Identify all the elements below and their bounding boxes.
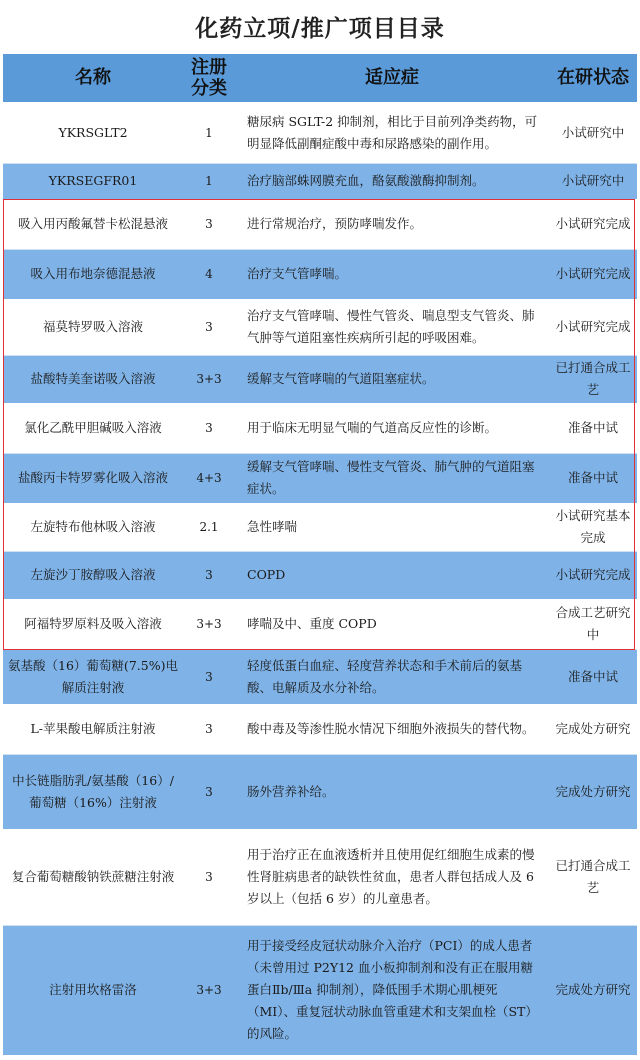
row-indication: 缓解支气管哮喘、慢性支气管炎、肺气肿的气道阻塞症状。 bbox=[235, 453, 549, 503]
page-title: 化药立项/推广项目目录 bbox=[195, 15, 445, 42]
row-status: 小试研究完成 bbox=[549, 199, 637, 249]
row-status: 完成处方研究 bbox=[549, 754, 637, 829]
row-class: 3 bbox=[183, 829, 235, 925]
row-name: 中长链脂肪乳/氨基酸（16）/葡萄糖（16%）注射液 bbox=[3, 754, 183, 829]
row-class: 3 bbox=[183, 649, 235, 704]
row-indication: 治疗支气管哮喘、慢性气管炎、喘息型支气管炎、肺气肿等气道阻塞性疾病所引起的呼吸困难。 bbox=[235, 299, 549, 355]
table-row bbox=[3, 403, 637, 453]
header-class-line1: 注册 bbox=[191, 56, 227, 78]
row-status: 小试研究完成 bbox=[549, 249, 637, 299]
row-indication: 急性哮喘 bbox=[235, 503, 549, 551]
row-name: 盐酸特美奎诺吸入溶液 bbox=[3, 355, 183, 403]
row-class: 3 bbox=[183, 754, 235, 829]
table-row bbox=[3, 299, 637, 355]
row-class: 3+3 bbox=[183, 925, 235, 1055]
row-class: 3 bbox=[183, 403, 235, 453]
row-indication: 糖尿病 SGLT-2 抑制剂，相比于目前列净类药物，可明显降低副酮症酸中毒和尿路感染的副作用。 bbox=[235, 102, 549, 163]
row-name: 氨基酸（16）葡萄糖(7.5%)电解质注射液 bbox=[3, 649, 183, 704]
row-status: 完成处方研究 bbox=[549, 925, 637, 1055]
table-row bbox=[3, 453, 637, 503]
row-status: 已打通合成工艺 bbox=[549, 355, 637, 403]
row-class: 3 bbox=[183, 299, 235, 355]
table-row bbox=[3, 355, 637, 403]
table-row bbox=[3, 704, 637, 754]
row-class: 4+3 bbox=[183, 453, 235, 503]
table-row bbox=[3, 649, 637, 704]
table-row bbox=[3, 599, 637, 649]
header-class-line2: 分类 bbox=[191, 77, 227, 99]
row-name: 阿福特罗原料及吸入溶液 bbox=[3, 599, 183, 649]
row-name: 复合葡萄糖酸钠铁蔗糖注射液 bbox=[3, 829, 183, 925]
table-row bbox=[3, 102, 637, 163]
row-indication: 酸中毒及等渗性脱水情况下细胞外液损失的替代物。 bbox=[235, 704, 549, 754]
row-indication: 哮喘及中、重度 COPD bbox=[235, 599, 549, 649]
row-class: 3+3 bbox=[183, 599, 235, 649]
row-status: 准备中试 bbox=[549, 403, 637, 453]
table-header-row bbox=[3, 54, 637, 102]
row-indication: 轻度低蛋白血症、轻度营养状态和手术前后的氨基酸、电解质及水分补给。 bbox=[235, 649, 549, 704]
row-class: 3 bbox=[183, 704, 235, 754]
header-indication: 适应症 bbox=[235, 54, 549, 102]
row-name: 左旋特布他林吸入溶液 bbox=[3, 503, 183, 551]
header-name: 名称 bbox=[3, 54, 183, 102]
project-table bbox=[3, 54, 637, 1056]
row-class: 3 bbox=[183, 199, 235, 249]
row-status: 小试研究中 bbox=[549, 102, 637, 163]
row-indication: 治疗支气管哮喘。 bbox=[235, 249, 549, 299]
row-status: 准备中试 bbox=[549, 453, 637, 503]
row-status: 小试研究完成 bbox=[549, 551, 637, 599]
row-indication: 治疗脑部蛛网膜充血，酪氨酸激酶抑制剂。 bbox=[235, 163, 549, 199]
row-name: YKRSEGFR01 bbox=[3, 163, 183, 199]
header-status: 在研状态 bbox=[549, 54, 637, 102]
row-indication: 用于接受经皮冠状动脉介入治疗（PCI）的成人患者（未曾用过 P2Y12 血小板抑制剂和没有正在服用糖蛋白Ⅱb/Ⅲa 抑制剂），降低围手术期心肌梗死（MI）、重复冠状动脉血管重建术和支架血栓（ST）的风险。 bbox=[235, 925, 549, 1055]
row-name: 盐酸丙卡特罗雾化吸入溶液 bbox=[3, 453, 183, 503]
table-row bbox=[3, 551, 637, 599]
table-row bbox=[3, 199, 637, 249]
row-status: 合成工艺研究中 bbox=[549, 599, 637, 649]
row-indication: 用于治疗正在血液透析并且使用促红细胞生成素的慢性肾脏病患者的缺铁性贫血，患者人群包括成人及 6 岁以上（包括 6 岁）的儿童患者。 bbox=[235, 829, 549, 925]
row-indication: COPD bbox=[235, 551, 549, 599]
row-class: 3 bbox=[183, 551, 235, 599]
row-class: 3+3 bbox=[183, 355, 235, 403]
table-row bbox=[3, 249, 637, 299]
row-name: YKRSGLT2 bbox=[3, 102, 183, 163]
row-name: 左旋沙丁胺醇吸入溶液 bbox=[3, 551, 183, 599]
row-status: 准备中试 bbox=[549, 649, 637, 704]
row-class: 1 bbox=[183, 163, 235, 199]
table-row bbox=[3, 754, 637, 829]
table-row bbox=[3, 829, 637, 925]
row-indication: 进行常规治疗，预防哮喘发作。 bbox=[235, 199, 549, 249]
row-indication: 肠外营养补给。 bbox=[235, 754, 549, 829]
row-class: 2.1 bbox=[183, 503, 235, 551]
header-class bbox=[183, 54, 235, 102]
row-name: 氯化乙酰甲胆碱吸入溶液 bbox=[3, 403, 183, 453]
table-row bbox=[3, 503, 637, 551]
row-name: 福莫特罗吸入溶液 bbox=[3, 299, 183, 355]
row-class: 4 bbox=[183, 249, 235, 299]
row-status: 小试研究基本完成 bbox=[549, 503, 637, 551]
row-status: 已打通合成工艺 bbox=[549, 829, 637, 925]
row-indication: 用于临床无明显气喘的气道高反应性的诊断。 bbox=[235, 403, 549, 453]
row-name: L-苹果酸电解质注射液 bbox=[3, 704, 183, 754]
row-indication: 缓解支气管哮喘的气道阻塞症状。 bbox=[235, 355, 549, 403]
row-name: 吸入用丙酸氟替卡松混悬液 bbox=[3, 199, 183, 249]
row-status: 小试研究中 bbox=[549, 163, 637, 199]
row-class: 1 bbox=[183, 102, 235, 163]
row-status: 小试研究完成 bbox=[549, 299, 637, 355]
row-name: 注射用坎格雷洛 bbox=[3, 925, 183, 1055]
row-name: 吸入用布地奈德混悬液 bbox=[3, 249, 183, 299]
table-row bbox=[3, 163, 637, 199]
table-row bbox=[3, 925, 637, 1055]
row-status: 完成处方研究 bbox=[549, 704, 637, 754]
